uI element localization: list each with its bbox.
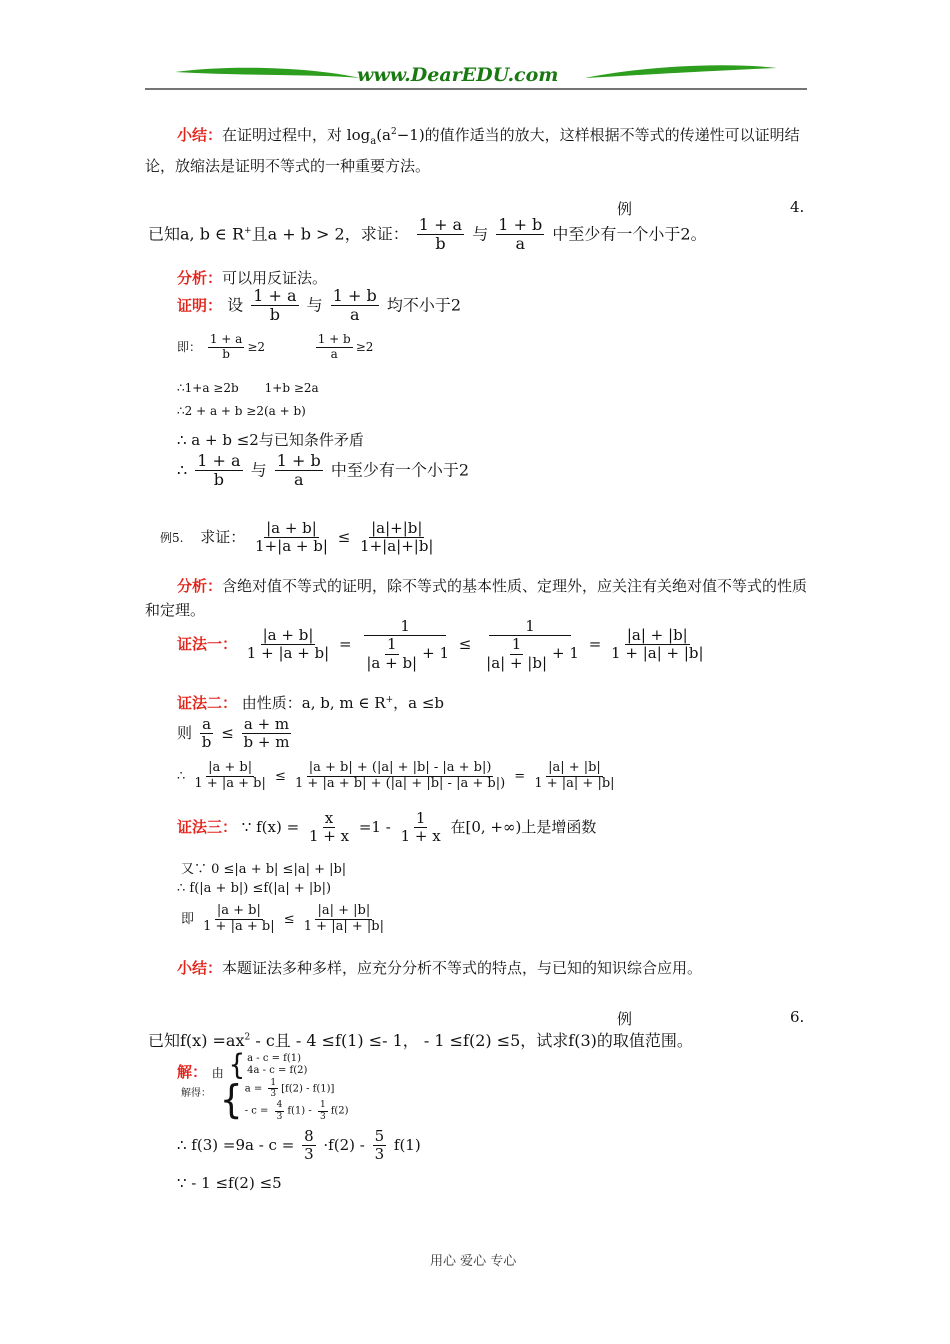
ex5-m3-ji: 即 $\frac{|a + b|}{1 + |a + b|}$ ≤ $\frac{|a| + |b|}{1 + |a| + |b|}$ xyxy=(181,903,384,934)
ex6-last-line: ∵ - 1 ≤f(2) ≤5 xyxy=(177,1174,282,1192)
ex4-line-1: ∴1+a ≥2b 1+b ≥2a xyxy=(177,381,319,395)
ex4-number: 4. xyxy=(790,198,805,216)
ex4-ji-line: 即： $\frac{1 + a}{b}$ ≥2 $\frac{1 + b}{a}$ ≥2 xyxy=(177,332,374,361)
ex4-line-2: ∴2 + a + b ≥2(a + b) xyxy=(177,404,306,418)
ex6-problem: 已知$f(x) =ax^2 - c$且 - 4 ≤f(1) ≤- 1， - 1 ≤f(2) ≤5，试求f(3)的取值范围。 xyxy=(148,1031,693,1050)
footer-text: 用心 爱心 专心 xyxy=(430,1254,517,1269)
ex4-line-3: ∴ a + b ≤2与已知条件矛盾 xyxy=(177,431,364,449)
ex5-analysis: 分析：含绝对值不等式的证明，除不等式的基本性质、定理外，应关注有关绝对值不等式的性质和定理。 xyxy=(145,577,808,619)
ex4-frac-1: $\frac{1 + a}{b}$ xyxy=(418,215,463,254)
ex4-tag: 例 xyxy=(617,200,633,218)
ex4-problem: 已知a, b ∈ R+且a + b > 2，求证： $\frac{1 + a}{b}$ 与 $\frac{1 + b}{a}$ 中至少有一个小于2。 xyxy=(148,215,707,254)
ex5-m2-chain: ∴ $\frac{|a + b|}{1 + |a + b|}$ ≤ $\frac{|a + b| + (|a| + |b| - |a + b|)}{1 + |a + b| + (|a| + |b| - |a + b|)}$ = $\frac{|a| + |b|}{1 + |a| + |b|}$ xyxy=(177,760,615,791)
ex5-problem: 例5. 求证： $\frac{|a + b|}{1+|a + b|}$ ≤ $\frac{|a|+|b|}{1+|a|+|b|}$ xyxy=(160,519,434,556)
ex5-m2-then: 则 $\frac{a}{b}$ ≤ $\frac{a + m}{b + m}$ xyxy=(177,715,290,752)
header-banner xyxy=(145,62,807,94)
ex4-frac-2: $\frac{1 + b}{a}$ xyxy=(498,215,543,254)
ex6-tag: 例 xyxy=(617,1010,633,1028)
ex5-m3-line-2: ∴ f(|a + b|) ≤f(|a| + |b|) xyxy=(177,881,332,896)
summary-1: 小结：在证明过程中，对 $\log_a(a^2-1)$的值作适当的放大，这样根据不等式的传递性可以证明结论，放缩法是证明不等式的一种重要方法。 xyxy=(145,126,800,175)
ex6-solved: $^{解得:}$ { a = $\frac{1}{3}$ [f(2) - f(1)] - c = $\frac{4}{3}$ f(1) - $\frac{1}{3}$ f(2) xyxy=(181,1077,349,1123)
ex4-proof-assume: 证明： 设 $\frac{1 + a}{b}$ 与 $\frac{1 + b}{a}$ 均不小于2 xyxy=(177,286,461,325)
ex5-method-3: 证法三： ∵ f(x) = $\frac{x}{1 + x}$ =1 - $\frac{1}{1 + x}$ 在[0, +∞)上是增函数 xyxy=(177,809,597,846)
ex5-summary: 小结：本题证法多种多样，应充分分析不等式的特点，与已知的知识综合应用。 xyxy=(177,959,703,977)
site-logo-text: www.DearEDU.com xyxy=(357,64,559,86)
ex4-conclusion: ∴ $\frac{1 + a}{b}$ 与 $\frac{1 + b}{a}$ 中至少有一个小于2 xyxy=(177,451,470,490)
ex5-method-2: 证法二： 由性质：a, b, m ∈ R+，a ≤b xyxy=(177,694,445,712)
ex4-analysis: 分析：可以用反证法。 xyxy=(177,269,328,287)
ex6-number: 6. xyxy=(790,1008,805,1026)
ex5-m3-line-1: 又∵ 0 ≤|a + b| ≤|a| + |b| xyxy=(181,862,347,877)
ex5-method-1: 证法一： $\frac{|a + b|}{1 + |a + b|}$ = 1 $\frac{1}{|a + b|}$ + 1 ≤ 1 $\frac{1}{|a| + |b|}$ + 1 = $\frac{|a| + |b|}{1 + |a| + |b|}$ xyxy=(177,617,704,672)
ex6-solution-start: 解： $_由$ { a - c = f(1) 4a - c = f(2) xyxy=(177,1048,308,1082)
ex6-f3-line: ∴ f(3) =9a - c = $\frac{8}{3}$ ·f(2) - $\frac{5}{3}$ f(1) xyxy=(177,1127,421,1164)
summary-1-label: 小结： xyxy=(177,126,223,144)
